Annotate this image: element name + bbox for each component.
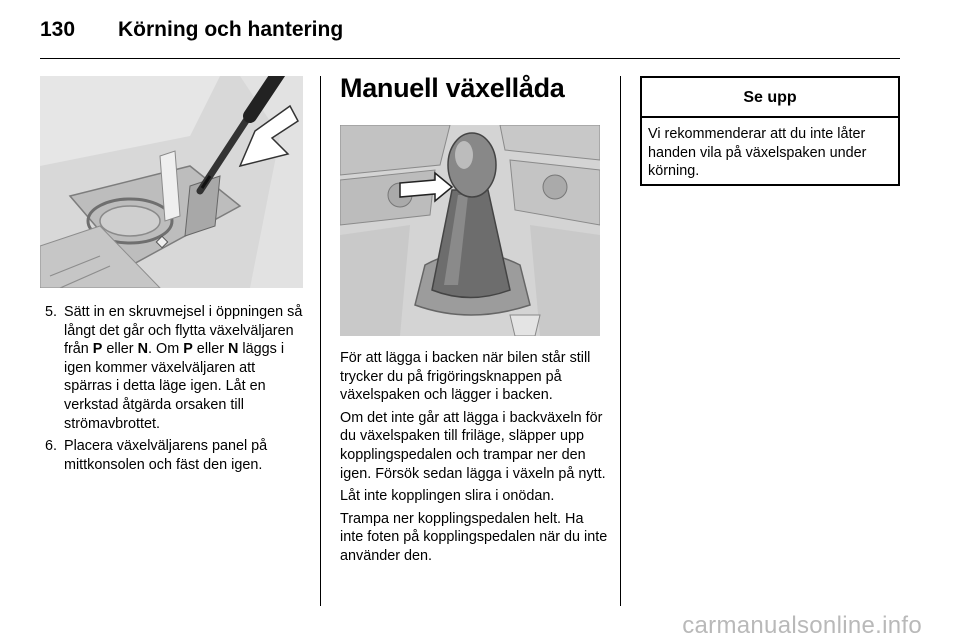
manual-transmission-text [340, 349, 608, 570]
step-number: 6. [45, 438, 58, 455]
gear-lever-illustration [340, 125, 600, 336]
column-divider-left [320, 76, 321, 606]
step-text: eller [102, 341, 138, 358]
step-text: . Om [148, 341, 184, 358]
step-5 [40, 303, 305, 433]
watermark: carmanualsonline.info [682, 612, 922, 639]
gear-label-p: P [92, 341, 103, 358]
page-number: 130 [40, 18, 76, 41]
step-text: läggs i igen kommer växelväljaren att spärras i detta läge igen. Låt en verkstad åtgärda orsaken till strömavbrottet. [64, 341, 285, 432]
section-heading: Manuell växellåda [340, 73, 565, 103]
column-divider-right [620, 76, 621, 606]
gear-label-n: N [137, 341, 149, 358]
paragraph: Om det inte går att lägga i backväxeln för du växelspaken till friläge, släpper upp kopplingspedalen och trampar ner den igen. Försök sedan lägga i växeln på nytt. [340, 409, 606, 482]
paragraph: Trampa ner kopplingspedalen helt. Ha inte foten på kopplingspedalen när du inte använder den. [340, 510, 608, 564]
step-text: Placera växelväljarens panel på mittkonsolen och fäst den igen. [64, 438, 268, 473]
paragraph: För att lägga i backen när bilen står still trycker du på frigöringsknappen på växelspaken och lägger i backen. [340, 350, 591, 404]
header-rule [40, 58, 900, 59]
page-header [40, 18, 900, 48]
selector-lever-illustration [40, 76, 303, 288]
caution-text: Vi rekommenderar att du inte låter handen vila på växelspaken under körning. [648, 126, 867, 180]
section-title: Körning och hantering [118, 18, 344, 41]
step-6 [40, 437, 305, 474]
paragraph: Låt inte kopplingen slira i onödan. [340, 488, 555, 505]
caution-title: Se upp [642, 78, 898, 118]
step-number: 5. [45, 304, 58, 320]
gear-label-p: P [183, 341, 193, 358]
step-text: eller [192, 341, 229, 358]
caution-box [640, 76, 900, 186]
step-text: Sätt in en skruvmejsel i öppningen så långt det går och flytta växelväljaren från [64, 304, 303, 358]
gear-label-n: N [228, 341, 239, 358]
instruction-steps [40, 303, 305, 478]
